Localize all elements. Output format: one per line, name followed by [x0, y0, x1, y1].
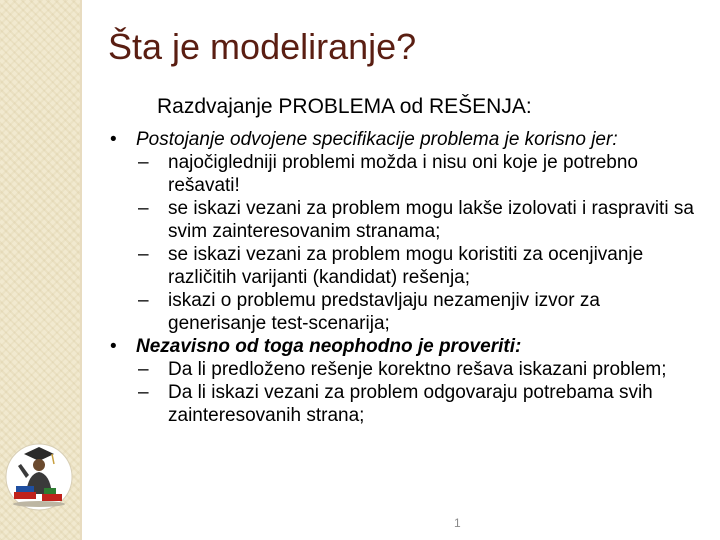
sub-item-text: iskazi o problemu predstavljaju nezamenjiv izvor za generisanje test-scenarija;	[168, 290, 600, 334]
dash-marker: –	[138, 382, 149, 403]
slide-subtitle: Razdvajanje PROBLEMA od REŠENJA:	[157, 95, 532, 118]
dash-marker: –	[138, 290, 149, 311]
dash-marker: –	[138, 359, 149, 380]
slide-content	[110, 128, 700, 427]
bullet-dot: •	[110, 129, 117, 150]
sub-list	[110, 358, 700, 427]
sidebar-divider	[80, 0, 82, 540]
sub-item-text: se iskazi vezani za problem mogu lakše izolovati i raspraviti sa svim zainteresovanim stranama;	[168, 198, 694, 242]
bullet-text: Nezavisno od toga neophodno je proveriti:	[136, 336, 522, 357]
sub-item-text: najočigledniji problemi možda i nisu oni koje je potrebno rešavati!	[168, 152, 638, 196]
bullet-item	[110, 128, 700, 151]
dash-marker: –	[138, 198, 149, 219]
sub-list	[110, 151, 700, 335]
graduate-figure-icon	[4, 432, 74, 522]
sub-item-text: se iskazi vezani za problem mogu koristiti za ocenjivanje različitih varijanti (kandidat) rešenja;	[168, 244, 644, 288]
bullet-dot: •	[110, 336, 117, 357]
dash-marker: –	[138, 152, 149, 173]
dash-marker: –	[138, 244, 149, 265]
sub-list-item	[110, 358, 700, 381]
sub-item-text: Da li predloženo rešenje korektno rešava iskazani problem;	[168, 359, 667, 380]
bullet-item	[110, 335, 700, 358]
page-number: 1	[454, 516, 461, 530]
slide-title: Šta je modeliranje?	[108, 26, 417, 67]
sub-list-item	[110, 197, 700, 243]
sub-list-item	[110, 289, 700, 335]
bullet-text: Postojanje odvojene specifikacije problema je korisno jer:	[136, 129, 618, 150]
sub-list-item	[110, 151, 700, 197]
sub-item-text: Da li iskazi vezani za problem odgovaraju potrebama svih zainteresovanih strana;	[168, 382, 653, 426]
sub-list-item	[110, 243, 700, 289]
sub-list-item	[110, 381, 700, 427]
